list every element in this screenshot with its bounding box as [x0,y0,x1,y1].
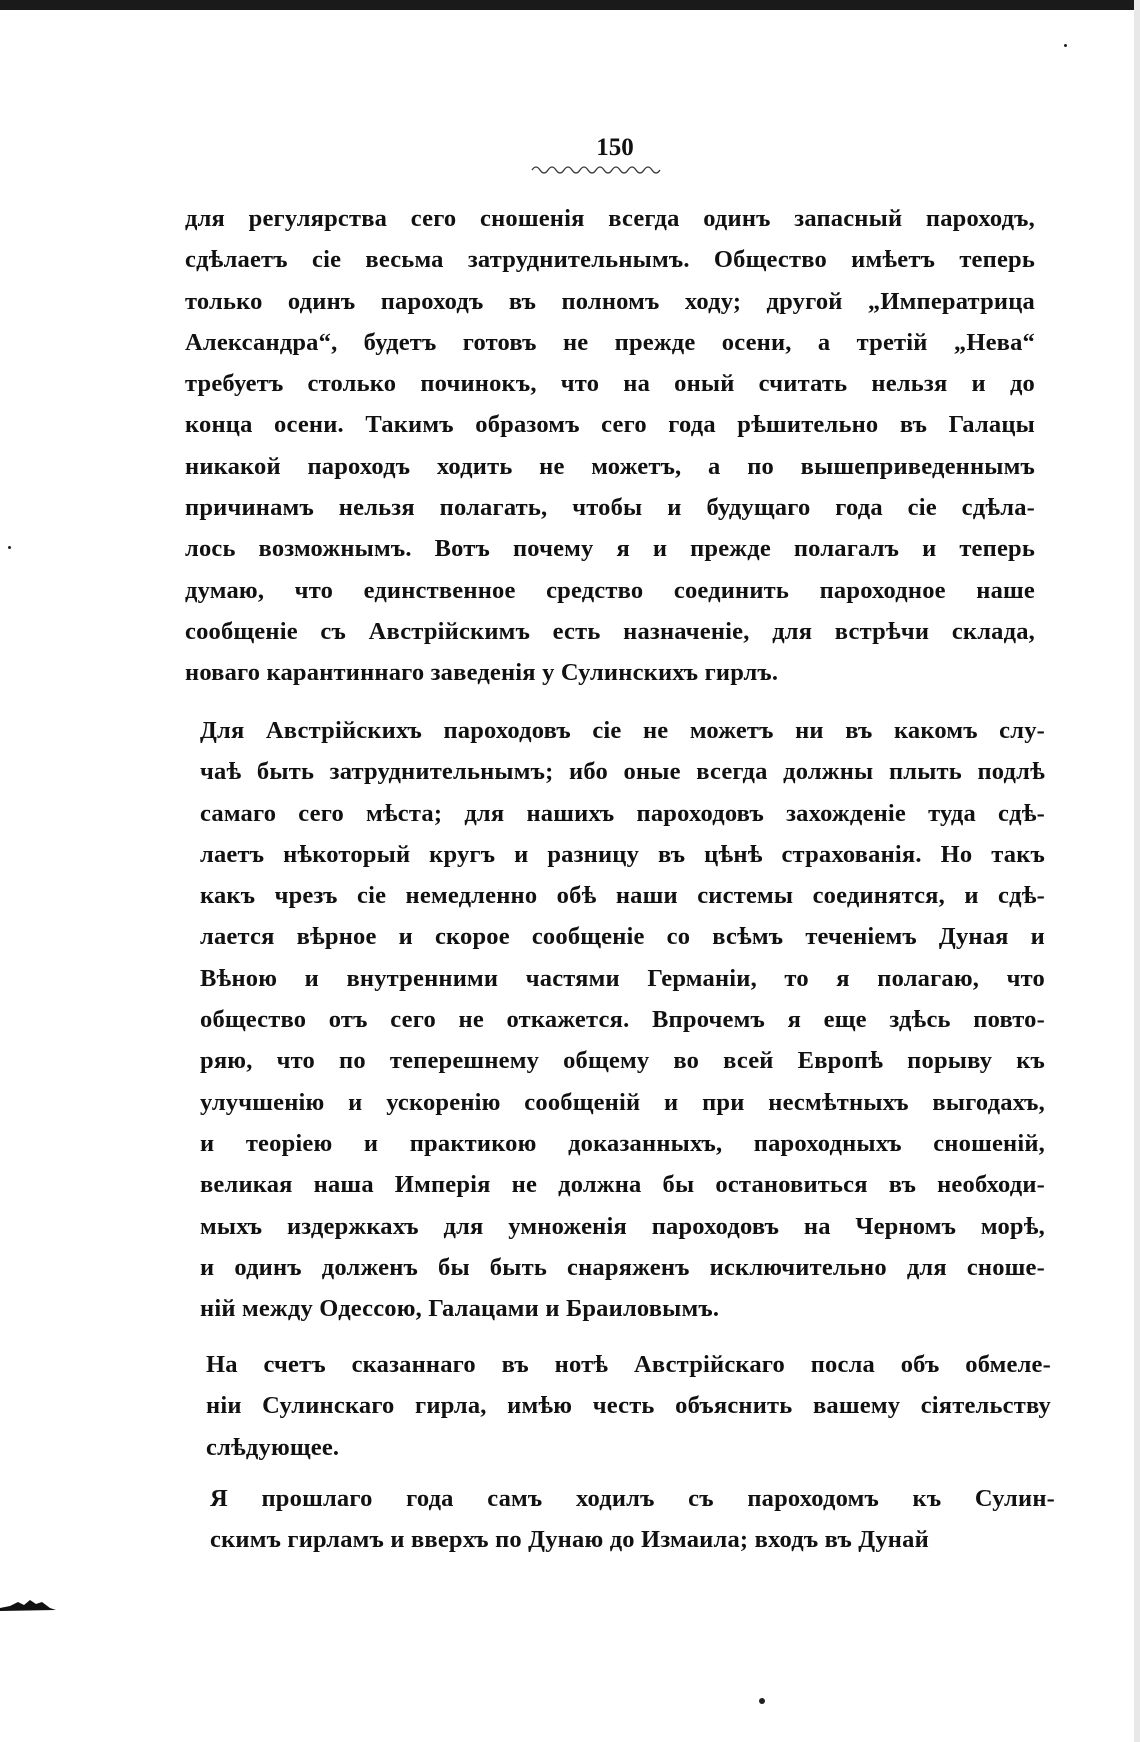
text-line: слѣдующее. [206,1433,340,1461]
page-number: 150 [596,134,634,161]
binding-mark [0,1590,60,1612]
text-line: сдѣлаетъ сіе весьма затруднительнымъ. Общество имѣетъ теперь [185,246,1035,274]
text-line: требуетъ столько починокъ, что на оный считать нельзя и до [185,370,1035,398]
text-line: ряю, что по теперешнему общему во всей Европѣ порыву къ [200,1047,1045,1075]
text-line: лось возможнымъ. Вотъ почему я и прежде полагалъ и теперь [185,535,1035,563]
text-line: для регулярства сего сношенія всегда одинъ запасный пароходъ, [185,205,1035,232]
scan-speck [1064,44,1067,47]
text-line: Александра“, будетъ готовъ не прежде осени, а третій „Нева“ [185,328,1035,356]
text-line: самаго сего мѣста; для нашихъ пароходовъ захожденіе туда сдѣ- [200,799,1045,827]
text-line: думаю, что единственное средство соединить пароходное наше [185,576,1035,604]
text-line: общество отъ сего не откажется. Впрочемъ я еще здѣсь повто- [200,1006,1045,1034]
text-line: На счетъ сказаннаго въ нотѣ Австрійскаго посла объ обмеле- [206,1351,1051,1378]
text-line: чаѣ быть затруднительнымъ; ибо оные всегда должны плыть подлѣ [200,758,1045,786]
text-line: и теоріею и практикою доказанныхъ, пароходныхъ сношеній, [200,1129,1045,1157]
text-line: только одинъ пароходъ въ полномъ ходу; другой „Императрица [185,287,1035,315]
text-line: улучшенію и ускоренію сообщеній и при несмѣтныхъ выгодахъ, [200,1088,1045,1116]
text-line: и одинъ долженъ бы быть снаряженъ исключительно для сноше- [200,1253,1045,1281]
text-line: ній между Одессою, Галацами и Браиловымъ. [200,1295,720,1323]
page-number-ornament [530,164,670,176]
paragraph-1 [185,198,1035,694]
text-line: лаетъ нѣкоторый кругъ и разницу въ цѣнѣ страхованія. Но такъ [200,840,1045,868]
text-line: великая наша Имперія не должна бы остановиться въ необходи- [200,1171,1045,1199]
scan-speck [759,1698,765,1704]
paragraph-2 [200,710,1045,1329]
scan-speck [8,546,11,549]
text-line: Для Австрійскихъ пароходовъ сіе не можетъ ни въ какомъ слу- [200,717,1045,744]
text-line: сообщеніе съ Австрійскимъ есть назначеніе, для встрѣчи склада, [185,617,1035,645]
text-line: ніи Сулинскаго гирла, имѣю честь объяснить вашему сіятельству [206,1392,1051,1420]
text-line: Вѣною и внутренними частями Германіи, то я полагаю, что [200,964,1045,992]
text-line: лается вѣрное и скорое сообщеніе со всѣмъ теченіемъ Дуная и [200,923,1045,951]
paragraph-3 [206,1344,1051,1468]
text-line: Я прошлаго года самъ ходилъ съ пароходомъ къ Сулин- [210,1485,1055,1512]
text-line: какъ чрезъ сіе немедленно обѣ наши системы соединятся, и сдѣ- [200,882,1045,910]
paragraph-4 [210,1478,1055,1561]
text-line: никакой пароходъ ходить не можетъ, а по вышеприведеннымъ [185,452,1035,480]
text-line: конца осени. Такимъ образомъ сего года рѣшительно въ Галацы [185,411,1035,439]
text-line: мыхъ издержкахъ для умноженія пароходовъ на Черномъ морѣ, [200,1212,1045,1240]
text-line: новаго карантиннаго заведенія у Сулинскихъ гирлъ. [185,659,779,687]
text-line: причинамъ нельзя полагать, чтобы и будущаго года сіе сдѣла- [185,494,1035,522]
text-line: скимъ гирламъ и вверхъ по Дунаю до Измаила; входъ въ Дунай [210,1526,929,1554]
